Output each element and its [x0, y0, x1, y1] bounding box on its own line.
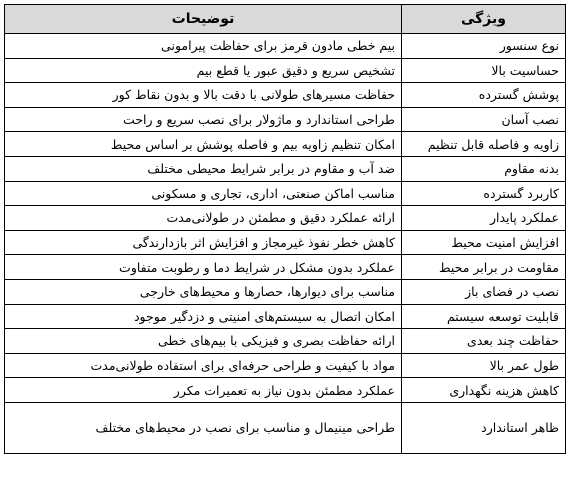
feature-cell: پوشش گسترده: [402, 83, 566, 108]
description-cell: ضد آب و مقاوم در برابر شرایط محیطی مختلف: [5, 156, 402, 181]
table-header-row: [5, 5, 566, 34]
table-row: [5, 206, 566, 231]
description-cell: عملکرد مطمئن بدون نیاز به تعمیرات مکرر: [5, 378, 402, 403]
table-row: [5, 34, 566, 59]
feature-cell: نصب آسان: [402, 107, 566, 132]
description-column-header: توضیحات: [5, 5, 402, 34]
feature-cell: مقاومت در برابر محیط: [402, 255, 566, 280]
feature-cell: زاویه و فاصله قابل تنظیم: [402, 132, 566, 157]
table-row: [5, 132, 566, 157]
description-cell: کاهش خطر نفوذ غیرمجاز و افزایش اثر بازدارندگی: [5, 230, 402, 255]
description-cell: طراحی استاندارد و ماژولار برای نصب سریع و راحت: [5, 107, 402, 132]
table-row: [5, 230, 566, 255]
table-row: [5, 156, 566, 181]
description-cell: امکان اتصال به سیستم‌های امنیتی و دزدگیر موجود: [5, 304, 402, 329]
table-row: [5, 402, 566, 453]
feature-cell: نوع سنسور: [402, 34, 566, 59]
description-cell: امکان تنظیم زاویه بیم و فاصله پوشش بر اساس محیط: [5, 132, 402, 157]
description-cell: مواد با کیفیت و طراحی حرفه‌ای برای استفاده طولانی‌مدت: [5, 353, 402, 378]
feature-cell: قابلیت توسعه سیستم: [402, 304, 566, 329]
feature-cell: کاهش هزینه نگهداری: [402, 378, 566, 403]
description-cell: مناسب برای دیوارها، حصارها و محیط‌های خارجی: [5, 279, 402, 304]
feature-cell: عملکرد پایدار: [402, 206, 566, 231]
table-row: [5, 255, 566, 280]
feature-column-header: ویژگی: [402, 5, 566, 34]
description-cell: مناسب اماکن صنعتی، اداری، تجاری و مسکونی: [5, 181, 402, 206]
feature-cell: حساسیت بالا: [402, 58, 566, 83]
table-row: [5, 83, 566, 108]
table-body: [5, 34, 566, 454]
feature-cell: ظاهر استاندارد: [402, 402, 566, 453]
description-cell: حفاظت مسیرهای طولانی با دقت بالا و بدون نقاط کور: [5, 83, 402, 108]
table-row: [5, 181, 566, 206]
features-table: [4, 4, 566, 454]
feature-cell: افزایش امنیت محیط: [402, 230, 566, 255]
description-cell: طراحی مینیمال و مناسب برای نصب در محیط‌های مختلف: [5, 402, 402, 453]
description-cell: ارائه عملکرد دقیق و مطمئن در طولانی‌مدت: [5, 206, 402, 231]
feature-cell: حفاظت چند بعدی: [402, 329, 566, 354]
description-cell: عملکرد بدون مشکل در شرایط دما و رطوبت متفاوت: [5, 255, 402, 280]
table-row: [5, 279, 566, 304]
description-cell: تشخیص سریع و دقیق عبور یا قطع بیم: [5, 58, 402, 83]
table-row: [5, 304, 566, 329]
feature-cell: طول عمر بالا: [402, 353, 566, 378]
table-row: [5, 329, 566, 354]
table-row: [5, 378, 566, 403]
description-cell: ارائه حفاظت بصری و فیزیکی با بیم‌های خطی: [5, 329, 402, 354]
feature-cell: نصب در فضای باز: [402, 279, 566, 304]
table-row: [5, 58, 566, 83]
table-row: [5, 107, 566, 132]
description-cell: بیم خطی مادون قرمز برای حفاظت پیرامونی: [5, 34, 402, 59]
feature-cell: بدنه مقاوم: [402, 156, 566, 181]
table-row: [5, 353, 566, 378]
feature-cell: کاربرد گسترده: [402, 181, 566, 206]
